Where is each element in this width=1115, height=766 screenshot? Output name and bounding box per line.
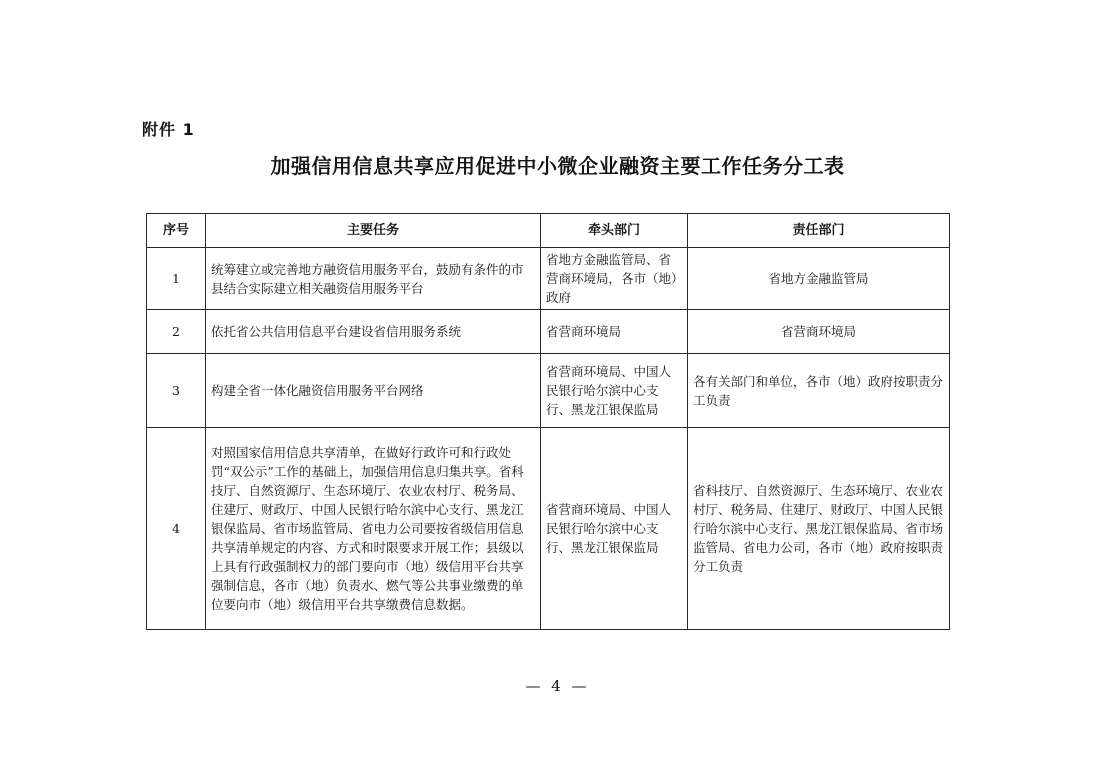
header-task: 主要任务 xyxy=(206,214,541,248)
row-responsible: 省地方金融监管局 xyxy=(688,248,950,310)
row-no: 4 xyxy=(147,428,206,630)
attachment-label: 附件 1 xyxy=(142,120,195,139)
page-number: — 4 — xyxy=(525,677,590,695)
row-no: 3 xyxy=(147,354,206,428)
row-task: 对照国家信用信息共享清单，在做好行政许可和行政处罚“双公示”工作的基础上，加强信用信息归集共享。省科技厅、自然资源厅、生态环境厅、农业农村厅、税务局、住建厅、财政厅、中国人民银行哈尔滨中心支行、黑龙江银保监局、省市场监管局、省电力公司要按省级信用信息共享清单规定的内容、方式和时限要求开展工作；县级以上具有行政强制权力的部门要向市（地）级信用平台共享强制信息，各市（地）负责水、燃气等公共事业缴费的单位要向市（地）级信用平台共享缴费信息数据。 xyxy=(206,428,541,630)
header-lead: 牵头部门 xyxy=(541,214,688,248)
table-row xyxy=(147,248,950,310)
row-lead: 省营商环境局、中国人民银行哈尔滨中心支行、黑龙江银保监局 xyxy=(541,354,688,428)
row-responsible: 省营商环境局 xyxy=(688,310,950,354)
header-no: 序号 xyxy=(147,214,206,248)
table-row xyxy=(147,428,950,630)
table-header-row xyxy=(147,214,950,248)
task-table xyxy=(146,213,950,630)
row-lead: 省地方金融监管局、省营商环境局，各市（地）政府 xyxy=(541,248,688,310)
document-title: 加强信用信息共享应用促进中小微企业融资主要工作任务分工表 xyxy=(270,154,845,178)
row-no: 2 xyxy=(147,310,206,354)
row-lead: 省营商环境局 xyxy=(541,310,688,354)
row-no: 1 xyxy=(147,248,206,310)
row-task: 统筹建立或完善地方融资信用服务平台，鼓励有条件的市县结合实际建立相关融资信用服务平台 xyxy=(206,248,541,310)
table-row xyxy=(147,354,950,428)
row-task: 构建全省一体化融资信用服务平台网络 xyxy=(206,354,541,428)
row-responsible: 省科技厅、自然资源厅、生态环境厅、农业农村厅、税务局、住建厅、财政厅、中国人民银行哈尔滨中心支行、黑龙江银保监局、省市场监管局、省电力公司，各市（地）政府按职责分工负责 xyxy=(688,428,950,630)
row-task: 依托省公共信用信息平台建设省信用服务系统 xyxy=(206,310,541,354)
row-responsible: 各有关部门和单位，各市（地）政府按职责分工负责 xyxy=(688,354,950,428)
table-row xyxy=(147,310,950,354)
header-responsible: 责任部门 xyxy=(688,214,950,248)
row-lead: 省营商环境局、中国人民银行哈尔滨中心支行、黑龙江银保监局 xyxy=(541,428,688,630)
